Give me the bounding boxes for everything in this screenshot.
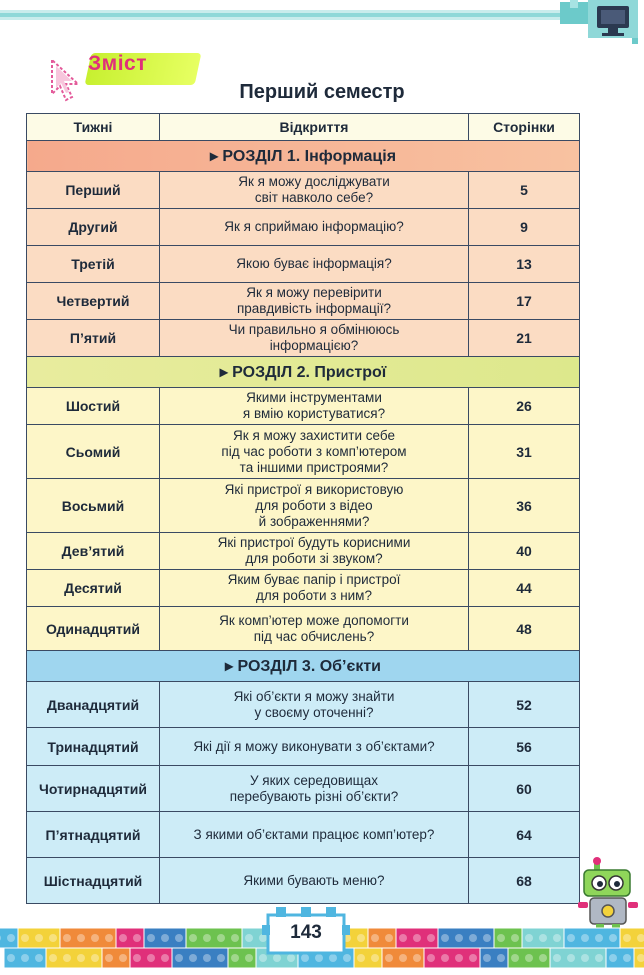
discovery-cell [160,607,469,651]
discovery-line: для роботи з ним? [256,588,372,603]
discovery-line: Як я сприймаю інформацію? [224,219,404,234]
top-decorative-band [0,0,644,26]
page-cell: 9 [469,209,580,246]
discovery-line: та іншими пристроями? [239,459,389,475]
discovery-line: під час обчислень? [253,628,375,644]
table-row [27,766,580,812]
discovery-line: Якими бувають меню? [243,872,385,888]
discovery-cell [160,209,469,246]
table-row [27,283,580,320]
section-title: ▸ РОЗДІЛ 2. Пристрої [27,357,580,388]
table-row [27,570,580,607]
week-cell: Тринадцятий [27,728,160,766]
discovery-cell [160,728,469,766]
page-cell: 56 [469,728,580,766]
discovery-line: у своєму оточенні? [254,704,374,720]
table-row [27,209,580,246]
discovery-cell [160,766,469,812]
table-row [27,682,580,728]
week-cell: Перший [27,172,160,209]
week-cell: Сьомий [27,425,160,479]
week-cell: Десятий [27,570,160,607]
discovery-line: я вмію користуватися? [242,406,386,421]
page-cell: 52 [469,682,580,728]
page-cell: 17 [469,283,580,320]
page-cell: 36 [469,479,580,533]
discovery-cell [160,246,469,283]
week-cell: Шістнадцятий [27,858,160,904]
discovery-cell [160,283,469,320]
section-row-2 [27,357,580,388]
discovery-line: Яким буває папір і пристрої [227,572,401,587]
week-cell: Четвертий [27,283,160,320]
discovery-line: Які пристрої я використовую [224,481,404,497]
week-cell: Дев’ятий [27,533,160,570]
week-cell: П’ятий [27,320,160,357]
page-cell: 40 [469,533,580,570]
page-cell: 5 [469,172,580,209]
table-row [27,858,580,904]
discovery-line: Як комп’ютер може допомогти [219,612,409,628]
discovery-cell [160,479,469,533]
section-title: ▸ РОЗДІЛ 3. Об’єкти [27,651,580,682]
contents-table [26,113,580,904]
discovery-line: Якими інструментами [246,390,382,405]
page-cell: 26 [469,388,580,425]
week-cell: Третій [27,246,160,283]
discovery-line: Які дії я можу виконувати з об’єктами? [193,738,435,754]
column-header-weeks: Тижні [27,114,160,141]
table-row [27,388,580,425]
discovery-cell [160,682,469,728]
week-cell: Шостий [27,388,160,425]
semester-title: Перший семестр [239,81,405,103]
discovery-cell [160,388,469,425]
discovery-line: Як я можу досліджувати [238,174,390,189]
section-row-1 [27,141,580,172]
section-row-3 [27,651,580,682]
discovery-cell [160,858,469,904]
heading-title: Зміст [88,52,147,75]
week-cell: П’ятнадцятий [27,812,160,858]
table-row [27,533,580,570]
page-cell: 60 [469,766,580,812]
page-cell: 31 [469,425,580,479]
table-row [27,607,580,651]
discovery-cell [160,172,469,209]
table-row [27,425,580,479]
week-cell: Дванадцятий [27,682,160,728]
table-row [27,172,580,209]
page-cell: 44 [469,570,580,607]
table-header-row [27,114,580,141]
discovery-line: У яких середовищах [249,772,379,788]
page-cell: 21 [469,320,580,357]
page-cell: 13 [469,246,580,283]
monitor-icon [588,0,638,44]
discovery-line: інформацією? [269,338,359,353]
discovery-cell [160,425,469,479]
column-header-discovery: Відкриття [160,114,469,141]
discovery-line: світ навколо себе? [254,190,374,205]
discovery-cell [160,812,469,858]
discovery-line: правдивість інформації? [236,301,391,316]
week-cell: Другий [27,209,160,246]
page-cell: 68 [469,858,580,904]
section-title: ▸ РОЗДІЛ 1. Інформація [27,141,580,172]
discovery-line: Які об’єкти я можу знайти [233,688,395,704]
table-row [27,320,580,357]
page-cell: 48 [469,607,580,651]
table-row [27,479,580,533]
page-number: 143 [290,922,322,943]
discovery-line: для роботи зі звуком? [245,551,383,566]
discovery-line: Чи правильно я обмінююсь [228,322,400,337]
page-cell: 64 [469,812,580,858]
table-row [27,812,580,858]
discovery-line: Які пристрої будуть корисними [217,535,411,550]
table-row [27,728,580,766]
discovery-line: Як я можу захистити себе [233,427,395,443]
discovery-cell [160,320,469,357]
column-header-pages: Сторінки [469,114,580,141]
week-cell: Чотирнадцятий [27,766,160,812]
discovery-cell [160,533,469,570]
discovery-line: під час роботи з комп’ютером [221,443,407,459]
table-row [27,246,580,283]
discovery-line: перебувають різні об’єкти? [229,788,399,804]
discovery-line: Якою буває інформація? [236,256,392,271]
discovery-line: для роботи з відео [255,497,373,513]
week-cell: Восьмий [27,479,160,533]
discovery-line: Як я можу перевірити [246,285,382,300]
discovery-line: З якими об’єктами працює комп’ютер? [193,826,435,842]
discovery-cell [160,570,469,607]
discovery-line: й зображеннями? [258,513,370,529]
week-cell: Одинадцятий [27,607,160,651]
